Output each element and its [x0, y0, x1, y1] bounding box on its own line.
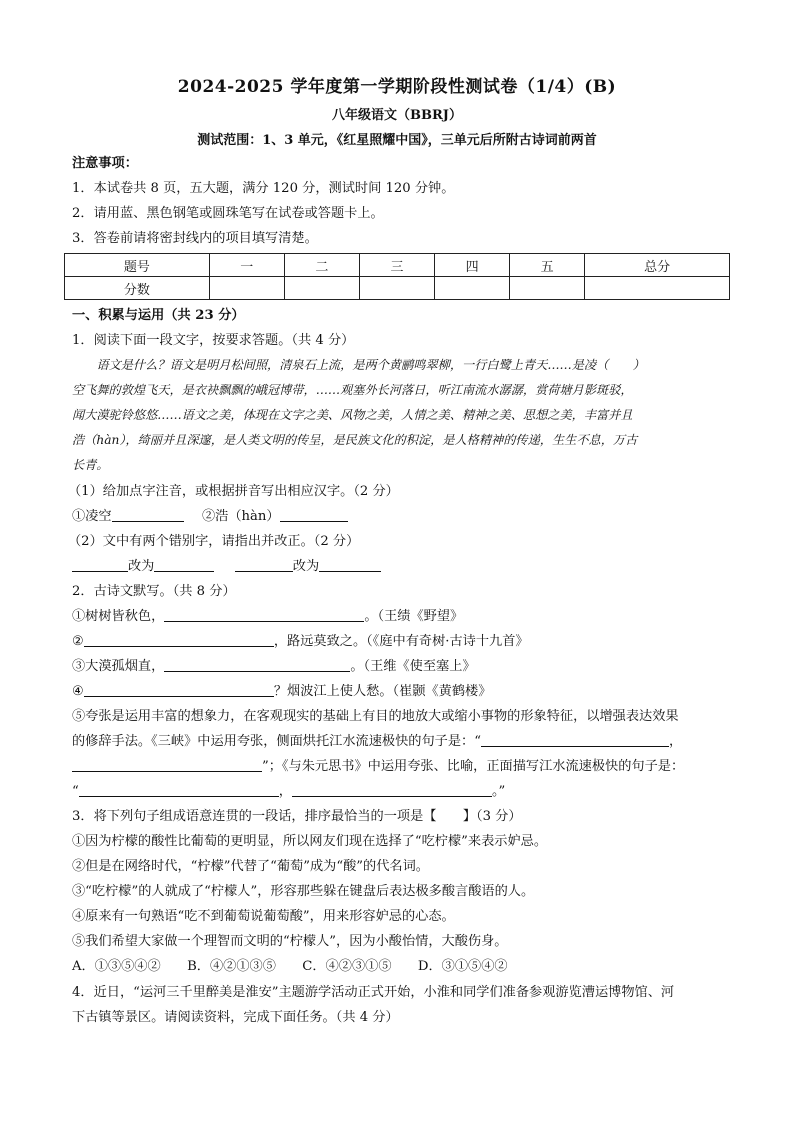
table-cell: 总分 [585, 254, 730, 277]
notice-item: 2．请用蓝、黑色钢笔或圆珠笔写在试卷或答题卡上。 [72, 206, 384, 221]
sentence-item: ④原来有一句熟语“吃不到葡萄说葡萄酸”，用来形容妒忌的心态。 [72, 909, 455, 924]
question-text-part: 的修辞手法。《三峡》中运用夸张，侧面烘托江水流速极快的句子是：“ [72, 734, 481, 749]
answer-label: 改为 [128, 559, 155, 574]
poem-text: ①树树皆秋色， [72, 609, 165, 624]
question-text: ⑤夸张是运用丰富的想象力，在客观现实的基础上有目的地放大或缩小事物的形象特征，以增强表达效果 [72, 709, 679, 724]
answer-blank[interactable] [164, 657, 350, 672]
question-text-part: 。” [491, 784, 506, 799]
answer-label: ①凌空 [72, 509, 112, 524]
question-text-part: “ [72, 784, 79, 799]
notice-heading: 注意事项： [72, 156, 138, 171]
poem-source: 。（王绩《野望》 [364, 609, 464, 624]
poem-line [72, 682, 491, 702]
option-b[interactable]: B．④②①③⑤ [187, 959, 276, 974]
score-table-header-row [65, 254, 730, 277]
answer-blank[interactable] [84, 632, 274, 647]
sub-question: （1）给加点字注音，或根据拼音写出相应汉字。（2 分） [68, 484, 399, 499]
question-text [72, 757, 684, 777]
question-stem: 1．阅读下面一段文字，按要求答题。（共 4 分） [72, 333, 355, 348]
table-cell: 五 [510, 254, 585, 277]
question-text [72, 782, 505, 802]
answer-blank[interactable] [481, 732, 669, 747]
answer-label: 改为 [292, 559, 320, 574]
answer-blank[interactable] [72, 757, 262, 772]
question-text-part: ”；《与朱元思书》中运用夸张、比喻，正面描写江水流速极快的句子是： [262, 759, 685, 774]
answer-line [72, 557, 381, 577]
table-cell: 一 [209, 254, 284, 277]
poem-text: ④ [72, 684, 84, 699]
question-stem: 下古镇等景区。请阅读资料，完成下面任务。（共 4 分） [72, 1010, 399, 1025]
sentence-item: ①因为柠檬的酸性比葡萄的更明显，所以网友们现在选择了“吃柠檬”来表示妒忌。 [72, 834, 548, 849]
passage-line: 空飞舞的敦煌飞天，是衣袂飘飘的峨冠博带，……观塞外长河落日，听江南流水潺潺，赏荷塘月影斑驳， [72, 383, 633, 397]
notice-item: 1．本试卷共 8 页，五大题，满分 120 分，测试时间 120 分钟。 [72, 181, 455, 196]
score-input-cell[interactable] [585, 277, 730, 300]
answer-blank[interactable] [84, 682, 274, 697]
score-table [64, 253, 730, 300]
passage-line: 长青。 [72, 458, 109, 472]
notice-item: 3．答卷前请将密封线内的项目填写清楚。 [72, 231, 318, 246]
score-input-cell[interactable] [359, 277, 434, 300]
answer-blank[interactable] [154, 557, 214, 572]
question-stem: 4．近日，“运河三千里醉美是淮安”主题游学活动正式开始，小淮和同学们准备参观游览漕运博物馆、河 [72, 985, 675, 1000]
poem-source: 。（王维《使至塞上》 [350, 659, 476, 674]
score-table-row [65, 277, 730, 300]
poem-source: ？烟波江上使人愁。（崔颢《黄鹤楼》 [273, 684, 492, 699]
answer-blank[interactable] [79, 782, 279, 797]
table-cell: 分数 [65, 277, 210, 300]
answer-line [72, 507, 348, 527]
score-input-cell[interactable] [510, 277, 585, 300]
poem-text: ③大漠孤烟直， [72, 659, 165, 674]
answer-blank[interactable] [292, 782, 492, 797]
answer-blank[interactable] [280, 507, 348, 522]
answer-blank[interactable] [235, 557, 293, 572]
score-input-cell[interactable] [435, 277, 510, 300]
poem-line [72, 607, 463, 627]
question-stem: 2．古诗文默写。（共 8 分） [72, 584, 236, 599]
section-heading: 一、积累与运用（共 23 分） [72, 308, 245, 323]
passage-line: 闻大漠驼铃悠悠……语文之美，体现在文字之美、风物之美，人情之美、精神之美、思想之美，丰富并且 [72, 408, 633, 422]
answer-blank[interactable] [72, 557, 128, 572]
exam-range: 测试范围：1、3 单元，《红星照耀中国》，三单元后所附古诗词前两首 [197, 133, 597, 148]
question-stem: 3．将下列句子组成语意连贯的一段话，排序最恰当的一项是【 】（3 分） [72, 809, 522, 824]
question-text [72, 732, 682, 752]
poem-line [72, 632, 529, 652]
table-cell: 四 [435, 254, 510, 277]
passage-line: 浩（hàn），绮丽并且深邃，是人类文明的传呈，是民族文化的积淀，是人格精神的传递，生生不息，万古 [72, 433, 638, 447]
table-cell: 三 [359, 254, 434, 277]
table-cell: 二 [284, 254, 359, 277]
option-c[interactable]: C．④②③①⑤ [302, 959, 392, 974]
passage-line: 语文是什么？语文是明月松间照，清泉石上流，是两个黄鹂鸣翠柳，一行白鹭上青天……是凌（ ） [96, 358, 645, 372]
answer-blank[interactable] [112, 507, 184, 522]
question-text-part: ， [668, 734, 683, 749]
sentence-item: ②但是在网络时代，“柠檬”代替了“葡萄”成为“酸”的代名词。 [72, 859, 429, 874]
poem-line [72, 657, 476, 677]
reading-passage [72, 353, 732, 478]
option-a[interactable]: A．①③⑤④② [72, 959, 161, 974]
poem-text: ② [72, 634, 84, 649]
answer-blank[interactable] [164, 607, 364, 622]
sentence-item: ③“吃柠檬”的人就成了“柠檬人”，形容那些躲在键盘后表达极多酸言酸语的人。 [72, 884, 535, 899]
option-d[interactable]: D．③①⑤④② [417, 959, 508, 974]
question-text-part: ， [278, 784, 292, 799]
exam-subtitle: 八年级语文（BBRJ） [332, 108, 462, 123]
score-input-cell[interactable] [209, 277, 284, 300]
sentence-item: ⑤我们希望大家做一个理智而文明的“柠檬人”，因为小酸怡情，大酸伤身。 [72, 934, 508, 949]
table-cell: 题号 [65, 254, 210, 277]
exam-title: 2024-2025 学年度第一学期阶段性测试卷（1/4）(B) [177, 77, 617, 97]
score-input-cell[interactable] [284, 277, 359, 300]
answer-blank[interactable] [319, 557, 381, 572]
options-row [72, 957, 508, 977]
poem-source: ，路远莫致之。（《庭中有奇树·古诗十九首》 [273, 634, 529, 649]
answer-label: ②浩（hàn） [201, 509, 280, 524]
sub-question: （2）文中有两个错别字，请指出并改正。（2 分） [68, 534, 360, 549]
